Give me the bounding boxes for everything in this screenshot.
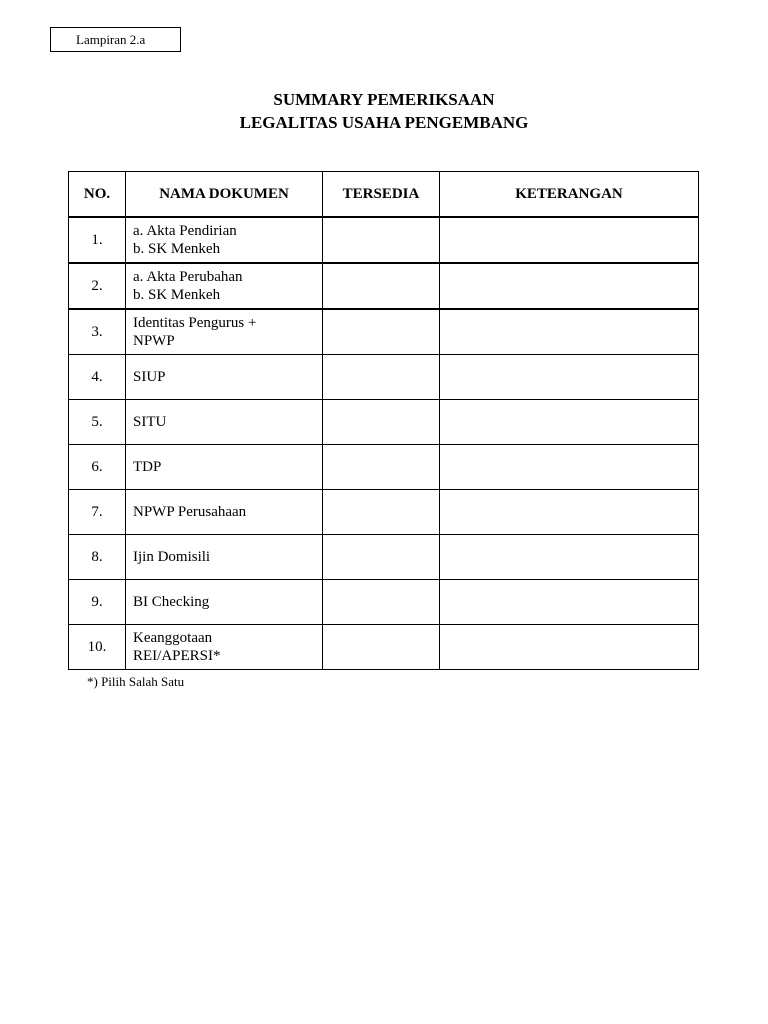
keterangan-cell[interactable] (440, 535, 699, 580)
tersedia-cell[interactable] (323, 309, 440, 355)
table-row (69, 535, 699, 580)
keterangan-cell[interactable] (440, 263, 699, 309)
row-number: 7. (69, 490, 126, 535)
document-name-line: Keanggotaan (133, 630, 213, 646)
table-row (69, 625, 699, 670)
document-name-cell (126, 625, 323, 670)
keterangan-cell[interactable] (440, 400, 699, 445)
document-name-cell (126, 263, 323, 309)
table-row (69, 490, 699, 535)
document-name-line: REI/APERSI* (133, 648, 221, 664)
table-row (69, 445, 699, 490)
column-header-nama-dokumen: NAMA DOKUMEN (126, 172, 323, 218)
table-row (69, 355, 699, 400)
document-name-line: b. SK Menkeh (133, 287, 221, 303)
tersedia-cell[interactable] (323, 445, 440, 490)
table-row (69, 580, 699, 625)
column-header-no: NO. (69, 172, 126, 218)
document-name-cell: Ijin Domisili (126, 535, 323, 580)
document-title-line2: LEGALITAS USAHA PENGEMBANG (239, 113, 529, 132)
keterangan-cell[interactable] (440, 580, 699, 625)
row-number: 6. (69, 445, 126, 490)
row-number: 1. (69, 217, 126, 263)
tersedia-cell[interactable] (323, 580, 440, 625)
footnote: *) Pilih Salah Satu (87, 674, 185, 689)
row-number: 8. (69, 535, 126, 580)
document-name-line: a. Akta Pendirian (133, 223, 237, 239)
document-title-line1: SUMMARY PEMERIKSAAN (273, 90, 495, 109)
row-number: 3. (69, 309, 126, 355)
document-name-cell: SITU (126, 400, 323, 445)
document-name-cell (126, 217, 323, 263)
row-number: 10. (69, 625, 126, 670)
tersedia-cell[interactable] (323, 217, 440, 263)
keterangan-cell[interactable] (440, 625, 699, 670)
row-number: 9. (69, 580, 126, 625)
keterangan-cell[interactable] (440, 355, 699, 400)
tersedia-cell[interactable] (323, 625, 440, 670)
keterangan-cell[interactable] (440, 445, 699, 490)
table-row (69, 263, 699, 309)
keterangan-cell[interactable] (440, 217, 699, 263)
table-row (69, 217, 699, 263)
document-checklist-table (68, 171, 699, 670)
keterangan-cell[interactable] (440, 309, 699, 355)
document-name-cell: SIUP (126, 355, 323, 400)
document-name-line: Identitas Pengurus + (133, 315, 257, 331)
keterangan-cell[interactable] (440, 490, 699, 535)
attachment-label-box (50, 27, 181, 52)
document-name-line: b. SK Menkeh (133, 241, 221, 257)
document-name-cell (126, 309, 323, 355)
row-number: 5. (69, 400, 126, 445)
document-name-cell: BI Checking (126, 580, 323, 625)
row-number: 2. (69, 263, 126, 309)
table-header-row (69, 172, 699, 218)
tersedia-cell[interactable] (323, 263, 440, 309)
tersedia-cell[interactable] (323, 400, 440, 445)
document-name-cell: TDP (126, 445, 323, 490)
document-name-line: a. Akta Perubahan (133, 269, 243, 285)
column-header-tersedia: TERSEDIA (323, 172, 440, 218)
attachment-label: Lampiran 2.a (76, 32, 146, 47)
tersedia-cell[interactable] (323, 355, 440, 400)
row-number: 4. (69, 355, 126, 400)
table-row (69, 309, 699, 355)
document-name-line: NPWP (133, 333, 175, 349)
column-header-keterangan: KETERANGAN (440, 172, 699, 218)
tersedia-cell[interactable] (323, 535, 440, 580)
table-row (69, 400, 699, 445)
document-name-cell: NPWP Perusahaan (126, 490, 323, 535)
tersedia-cell[interactable] (323, 490, 440, 535)
